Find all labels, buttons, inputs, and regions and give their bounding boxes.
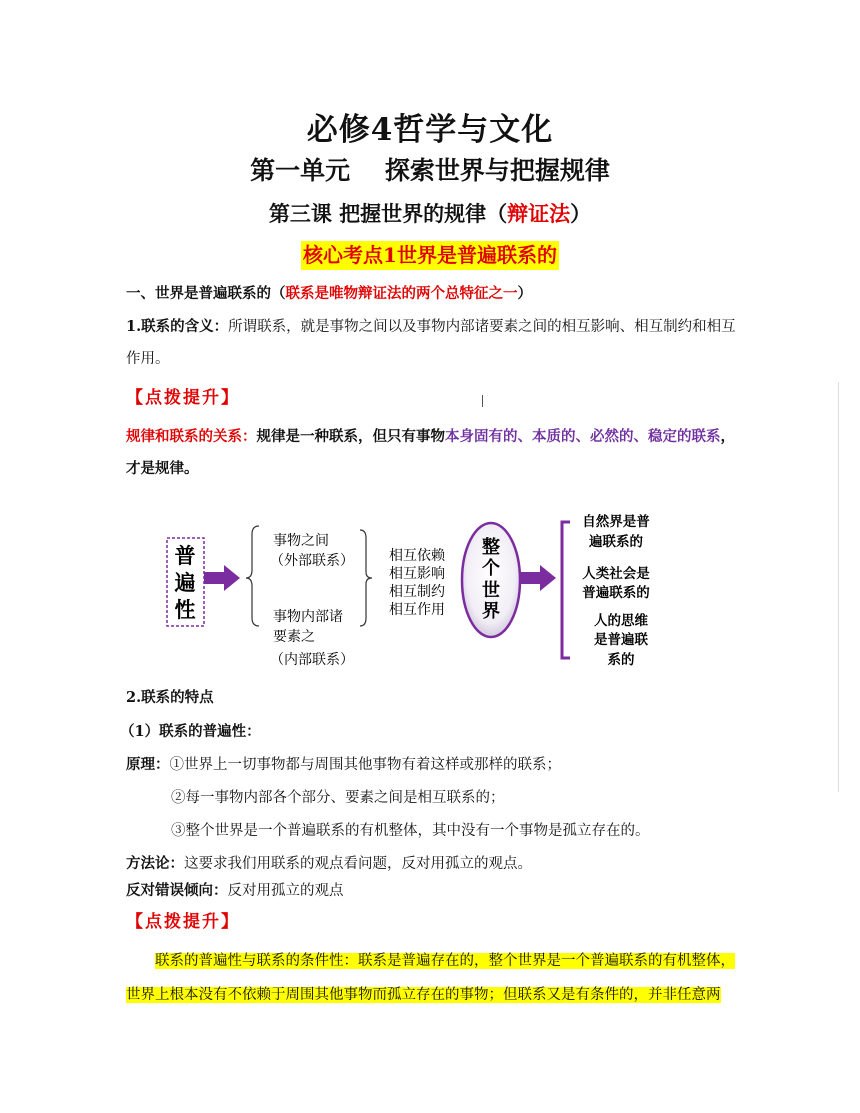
mutual-dependence: 相互依赖 — [389, 548, 445, 564]
section1-heading-note: 联系是唯物辩证法的两个总特征之一 — [285, 285, 518, 302]
methodology-label: 方法论： — [126, 855, 184, 872]
definition-text-1: 所谓联系，就是事物之间以及事物内部诸要素之间的相互影响、相互制约和相互 — [228, 319, 736, 335]
rule-relation-purple: 本身固有的、本质的、必然的、稳定的联系 — [445, 428, 721, 445]
thought-line-3: 系的 — [607, 652, 635, 668]
tip2-para-text-1: 联系的普遍性与联系的条件性：联系是普遍存在的，整个世界是一个普遍联系的有机整体， — [155, 953, 735, 969]
between-things: 事物之间 — [273, 533, 329, 549]
principle-3: ③整个世界是一个普遍联系的有机整体，其中没有一个事物是孤立存在的。 — [171, 823, 650, 839]
oval-char-4: 界 — [482, 601, 500, 622]
oppose-text: 反对用孤立的观点 — [227, 883, 344, 899]
rule-relation-label: 规律和联系的关系： — [126, 428, 257, 445]
mutual-restriction: 相互制约 — [389, 584, 445, 600]
nature-line-1: 自然界是普 — [582, 514, 650, 530]
thought-line-2: 是普遍联 — [594, 632, 648, 648]
definition-label: 1.联系的含义： — [126, 318, 229, 335]
section1-heading — [126, 284, 532, 304]
universality-diagram — [160, 508, 670, 676]
internal-link: （内部联系） — [270, 652, 354, 668]
box-char-3: 性 — [174, 597, 196, 622]
lesson-title — [0, 198, 860, 228]
tip2-para-line-1 — [155, 951, 735, 971]
principle-2: ②每一事物内部各个部分、要素之间是相互联系的； — [171, 790, 505, 806]
paren-close: ） — [517, 285, 532, 302]
core-point-wrap — [0, 241, 860, 270]
box-char-2: 遍 — [174, 570, 196, 595]
oppose-label: 反对错误倾向： — [126, 882, 228, 899]
section1-heading-text: 一、世界是普遍联系的 — [126, 285, 271, 302]
bracket-left — [246, 526, 259, 626]
thought-line-1: 人的思维 — [594, 613, 648, 629]
tip-label-2: 【点拨提升】 — [126, 912, 240, 932]
page-edge-line — [838, 382, 839, 792]
tip-label-1: 【点拨提升】 — [126, 388, 240, 408]
doc-title: 必修4哲学与文化 — [306, 112, 554, 148]
society-line-1: 人类社会是 — [582, 566, 650, 582]
principle-line-1 — [126, 755, 561, 775]
external-link: （外部联系） — [270, 553, 354, 569]
mutual-influence: 相互影响 — [389, 566, 445, 582]
section2-heading: 2.联系的特点 — [126, 689, 214, 706]
box-char-1: 普 — [174, 543, 196, 568]
mutual-action: 相互作用 — [389, 602, 445, 618]
lesson-title-red: 辩证法 — [507, 201, 571, 226]
lesson-title-close: ） — [570, 201, 592, 226]
internal-things: 事物内部诸 — [273, 609, 343, 625]
definition-line-1 — [126, 317, 736, 337]
lesson-title-main: 第三课 把握世界的规律（ — [268, 201, 508, 226]
bracket-middle — [360, 530, 372, 626]
arrow-right-icon — [520, 565, 556, 591]
oval-char-3: 世 — [482, 580, 500, 601]
methodology-line — [126, 854, 532, 874]
rule-relation-text-b: ， — [720, 428, 735, 445]
rule-relation-line-1 — [126, 427, 735, 447]
tip2-para-line-2 — [126, 985, 721, 1005]
arrow-right-icon — [204, 565, 240, 591]
rule-relation-text-a: 规律是一种联系，但只有事物 — [256, 428, 445, 445]
definition-line-2: 作用。 — [126, 351, 170, 367]
principle-label: 原理： — [126, 756, 170, 773]
core-point-title: 核心考点1世界是普遍联系的 — [301, 241, 559, 270]
rule-relation-line-2: 才是规律。 — [126, 460, 199, 477]
unit-title: 第一单元 探索世界与把握规律 — [250, 156, 610, 185]
bracket-right — [562, 522, 570, 658]
tip2-para-text-2: 世界上根本没有不依赖于周围其他事物而孤立存在的事物；但联系又是有条件的，并非任意两 — [126, 987, 721, 1003]
principle-1: ①世界上一切事物都与周围其他事物有着这样或那样的联系； — [169, 757, 561, 773]
oval-char-1: 整 — [482, 537, 500, 558]
methodology-text: 这要求我们用联系的观点看问题，反对用孤立的观点。 — [184, 856, 532, 872]
nature-line-2: 遍联系的 — [589, 534, 643, 550]
oppose-line — [126, 881, 344, 901]
society-line-2: 普遍联系的 — [582, 585, 650, 601]
text-cursor — [482, 395, 483, 407]
universality-subheading: （1）联系的普遍性： — [120, 723, 261, 740]
internal-elements: 要素之 — [273, 629, 315, 645]
paren-open: （ — [271, 285, 286, 302]
oval-char-2: 个 — [482, 558, 500, 579]
